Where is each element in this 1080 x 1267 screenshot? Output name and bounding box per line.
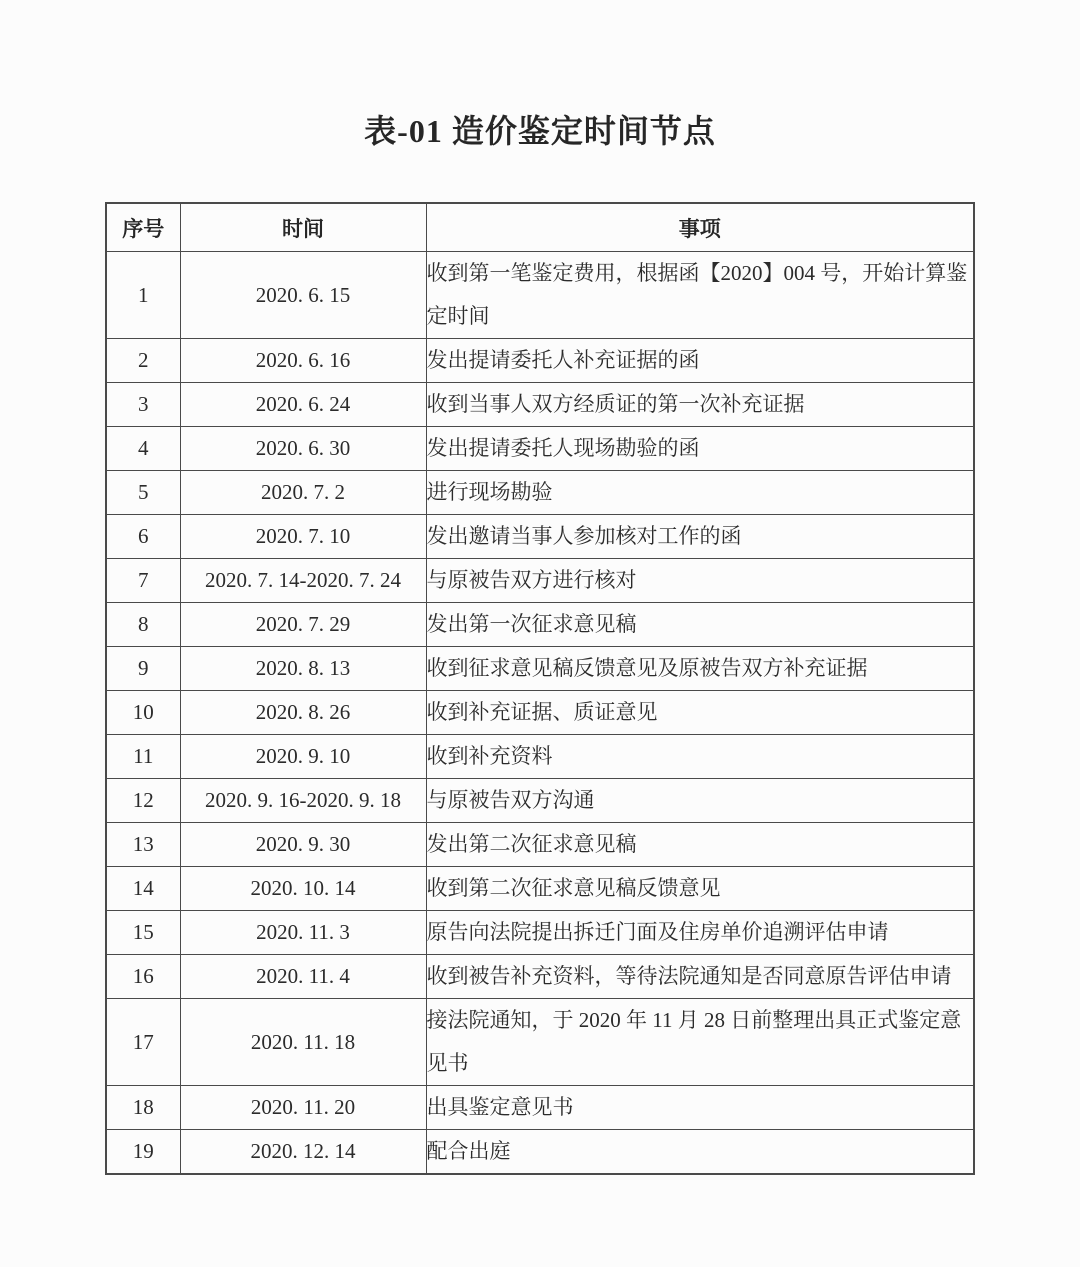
- row-time-cell: 2020. 11. 4: [180, 955, 426, 999]
- table-row: [106, 471, 974, 515]
- table-row: [106, 559, 974, 603]
- column-header-seq: 序号: [106, 203, 180, 252]
- row-item-cell: 发出提请委托人现场勘验的函: [426, 427, 974, 471]
- row-time-cell: 2020. 7. 14-2020. 7. 24: [180, 559, 426, 603]
- row-time-cell: 2020. 8. 26: [180, 691, 426, 735]
- column-header-time: 时间: [180, 203, 426, 252]
- row-seq-cell: 2: [106, 339, 180, 383]
- column-header-item: 事项: [426, 203, 974, 252]
- row-time-cell: 2020. 9. 16-2020. 9. 18: [180, 779, 426, 823]
- row-time-cell: 2020. 7. 10: [180, 515, 426, 559]
- row-seq-cell: 16: [106, 955, 180, 999]
- row-item-cell: 进行现场勘验: [426, 471, 974, 515]
- row-time-cell: 2020. 11. 3: [180, 911, 426, 955]
- table-body: [106, 252, 974, 1175]
- row-item-cell: 与原被告双方进行核对: [426, 559, 974, 603]
- table-row: [106, 911, 974, 955]
- table-header-row: [106, 203, 974, 252]
- table-row: [106, 955, 974, 999]
- row-time-cell: 2020. 6. 16: [180, 339, 426, 383]
- row-time-cell: 2020. 8. 13: [180, 647, 426, 691]
- row-seq-cell: 3: [106, 383, 180, 427]
- row-item-cell: 出具鉴定意见书: [426, 1086, 974, 1130]
- row-seq-cell: 10: [106, 691, 180, 735]
- table-row: [106, 647, 974, 691]
- row-item-cell: 发出提请委托人补充证据的函: [426, 339, 974, 383]
- row-item-cell: 与原被告双方沟通: [426, 779, 974, 823]
- page-title: 表-01 造价鉴定时间节点: [364, 113, 716, 149]
- table-row: [106, 735, 974, 779]
- table-row: [106, 999, 974, 1086]
- timeline-table: [105, 202, 975, 1175]
- row-seq-cell: 4: [106, 427, 180, 471]
- table-row: [106, 1086, 974, 1130]
- table-row: [106, 339, 974, 383]
- row-time-cell: 2020. 9. 30: [180, 823, 426, 867]
- row-item-cell: 收到补充资料: [426, 735, 974, 779]
- row-item-cell: 接法院通知，于 2020 年 11 月 28 日前整理出具正式鉴定意见书: [426, 999, 974, 1086]
- row-seq-cell: 11: [106, 735, 180, 779]
- row-seq-cell: 6: [106, 515, 180, 559]
- table-row: [106, 867, 974, 911]
- row-seq-cell: 17: [106, 999, 180, 1086]
- row-time-cell: 2020. 7. 2: [180, 471, 426, 515]
- row-seq-cell: 7: [106, 559, 180, 603]
- row-time-cell: 2020. 11. 18: [180, 999, 426, 1086]
- row-item-cell: 收到第二次征求意见稿反馈意见: [426, 867, 974, 911]
- table-row: [106, 691, 974, 735]
- row-time-cell: 2020. 11. 20: [180, 1086, 426, 1130]
- row-time-cell: 2020. 12. 14: [180, 1130, 426, 1175]
- row-item-cell: 发出第二次征求意见稿: [426, 823, 974, 867]
- row-item-cell: 收到第一笔鉴定费用，根据函【2020】004 号，开始计算鉴定时间: [426, 252, 974, 339]
- row-time-cell: 2020. 6. 15: [180, 252, 426, 339]
- table-row: [106, 779, 974, 823]
- row-seq-cell: 14: [106, 867, 180, 911]
- row-item-cell: 配合出庭: [426, 1130, 974, 1175]
- row-seq-cell: 1: [106, 252, 180, 339]
- row-time-cell: 2020. 10. 14: [180, 867, 426, 911]
- table-row: [106, 383, 974, 427]
- row-seq-cell: 15: [106, 911, 180, 955]
- row-item-cell: 原告向法院提出拆迁门面及住房单价追溯评估申请: [426, 911, 974, 955]
- row-time-cell: 2020. 7. 29: [180, 603, 426, 647]
- row-seq-cell: 9: [106, 647, 180, 691]
- row-seq-cell: 8: [106, 603, 180, 647]
- table-row: [106, 603, 974, 647]
- table-row: [106, 515, 974, 559]
- row-time-cell: 2020. 6. 24: [180, 383, 426, 427]
- table-row: [106, 252, 974, 339]
- row-item-cell: 发出第一次征求意见稿: [426, 603, 974, 647]
- row-item-cell: 收到当事人双方经质证的第一次补充证据: [426, 383, 974, 427]
- table-row: [106, 427, 974, 471]
- row-seq-cell: 19: [106, 1130, 180, 1175]
- row-item-cell: 发出邀请当事人参加核对工作的函: [426, 515, 974, 559]
- table-row: [106, 823, 974, 867]
- row-item-cell: 收到征求意见稿反馈意见及原被告双方补充证据: [426, 647, 974, 691]
- row-seq-cell: 5: [106, 471, 180, 515]
- row-time-cell: 2020. 6. 30: [180, 427, 426, 471]
- row-item-cell: 收到被告补充资料，等待法院通知是否同意原告评估申请: [426, 955, 974, 999]
- row-time-cell: 2020. 9. 10: [180, 735, 426, 779]
- row-seq-cell: 13: [106, 823, 180, 867]
- row-seq-cell: 18: [106, 1086, 180, 1130]
- table-row: [106, 1130, 974, 1175]
- row-seq-cell: 12: [106, 779, 180, 823]
- row-item-cell: 收到补充证据、质证意见: [426, 691, 974, 735]
